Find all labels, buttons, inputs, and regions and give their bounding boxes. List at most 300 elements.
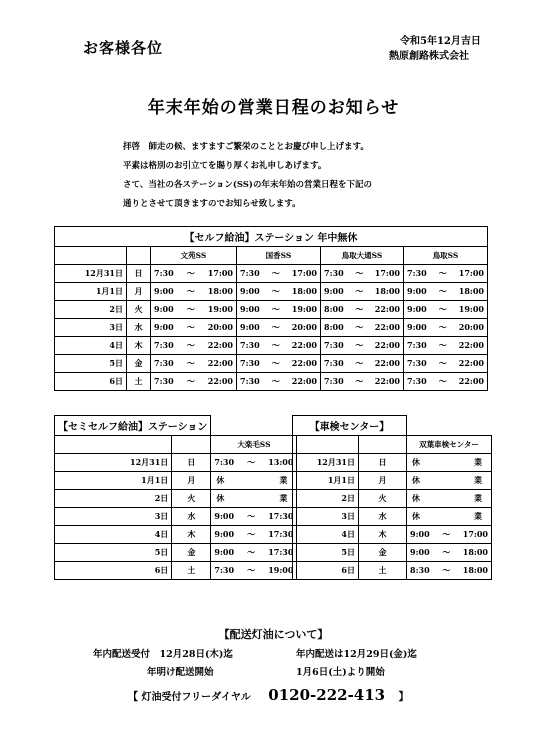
- open-time: 7:30: [240, 340, 260, 350]
- time-range: [407, 304, 484, 315]
- tilde: ～: [355, 376, 364, 386]
- time-cell: [237, 319, 321, 337]
- time-cell: [237, 301, 321, 319]
- open-time: 8:00: [324, 304, 344, 314]
- hotline: [128, 686, 409, 704]
- time-range: [154, 268, 233, 279]
- hotline-open-bracket: 【: [128, 692, 138, 703]
- tilde: ～: [247, 547, 256, 557]
- blank-header: [55, 436, 172, 454]
- tilde: ～: [271, 286, 280, 296]
- table-row: [293, 472, 492, 490]
- open-time: 8:00: [324, 322, 344, 332]
- table-row: [55, 526, 297, 544]
- close-time: 22:00: [291, 376, 317, 386]
- close-time: 17:30: [268, 547, 294, 557]
- blank-header: [293, 436, 359, 454]
- open-time: 7:30: [324, 376, 344, 386]
- weekday-cell: 水: [172, 508, 211, 526]
- closed-cell: [407, 454, 492, 472]
- time-range: [154, 322, 233, 333]
- open-time: 9:00: [240, 304, 260, 314]
- time-cell: [151, 283, 237, 301]
- tilde: ～: [438, 286, 447, 296]
- time-cell: [404, 373, 488, 391]
- time-cell: [404, 283, 488, 301]
- table-row: [293, 526, 492, 544]
- time-range: [154, 286, 233, 297]
- time-range: [240, 322, 317, 333]
- open-time: 9:00: [214, 511, 235, 521]
- time-cell: [151, 373, 237, 391]
- tilde: ～: [355, 358, 364, 368]
- time-range: [154, 358, 233, 369]
- tilde: ～: [186, 268, 195, 278]
- time-cell: [151, 265, 237, 283]
- time-range: [407, 358, 484, 369]
- weekday-cell: 日: [172, 454, 211, 472]
- table-row: [293, 490, 492, 508]
- time-cell: [321, 319, 404, 337]
- closed-label: [410, 493, 488, 504]
- weekday-cell: 木: [127, 337, 151, 355]
- time-range: [214, 529, 293, 540]
- time-cell: [237, 373, 321, 391]
- weekday-cell: 土: [127, 373, 151, 391]
- time-range: [240, 358, 317, 369]
- time-cell: [237, 265, 321, 283]
- open-time: 7:30: [240, 358, 260, 368]
- self-service-schedule-table: [54, 226, 488, 391]
- station-header: 双葉車検センター: [407, 436, 492, 454]
- table-caption: 【車検センター】: [293, 416, 407, 436]
- time-cell: [321, 283, 404, 301]
- company-name: 熱原創路株式会社: [389, 51, 469, 62]
- weekday-cell: 金: [172, 544, 211, 562]
- weekday-cell: 日: [359, 454, 407, 472]
- closed-char: 休: [412, 511, 420, 521]
- tilde: ～: [271, 322, 280, 332]
- close-time: 18:00: [462, 547, 488, 557]
- open-time: 7:30: [324, 340, 344, 350]
- oil-delivery-deadline: 年内配送は12月29日(金)迄: [296, 649, 417, 660]
- time-range: [410, 529, 488, 540]
- close-time: 17:00: [458, 268, 484, 278]
- tilde: ～: [271, 340, 280, 350]
- closed-label: [410, 475, 488, 486]
- time-cell: [407, 562, 492, 580]
- time-range: [214, 511, 293, 522]
- table-row: [55, 319, 488, 337]
- close-time: 17:00: [291, 268, 317, 278]
- date-cell: 3日: [293, 508, 359, 526]
- weekday-cell: 火: [172, 490, 211, 508]
- time-range: [214, 565, 293, 576]
- closed-cell: [211, 472, 297, 490]
- time-cell: [151, 319, 237, 337]
- open-time: 9:00: [407, 304, 427, 314]
- close-time: 22:00: [374, 340, 400, 350]
- date-cell: 3日: [55, 319, 127, 337]
- closed-cell: [407, 490, 492, 508]
- closed-char: 業: [279, 475, 288, 485]
- addressee: お客様各位: [83, 39, 164, 57]
- tilde: ～: [438, 322, 447, 332]
- table-row: [293, 544, 492, 562]
- table-row: [55, 508, 297, 526]
- time-range: [324, 304, 400, 315]
- close-time: 22:00: [458, 358, 484, 368]
- time-range: [154, 376, 233, 387]
- date-cell: 5日: [55, 544, 172, 562]
- open-time: 9:00: [410, 547, 430, 557]
- date-cell: 1月1日: [55, 283, 127, 301]
- hotline-number[interactable]: 0120-222-413: [268, 686, 386, 704]
- date-cell: 1月1日: [55, 472, 172, 490]
- intro-line: 拝啓 師走の候、ますますご繁栄のこととお慶び申し上げます。: [123, 142, 369, 152]
- closed-char: 休: [412, 457, 420, 467]
- weekday-cell: 月: [127, 283, 151, 301]
- time-range: [407, 340, 484, 351]
- new-year-delivery-start: 1月6日(土)より開始: [296, 667, 385, 678]
- close-time: 17:30: [268, 529, 294, 539]
- tilde: ～: [186, 304, 195, 314]
- close-time: 22:00: [374, 358, 400, 368]
- open-time: 9:00: [410, 529, 430, 539]
- closed-char: 休: [412, 493, 420, 503]
- weekday-cell: 土: [359, 562, 407, 580]
- date-cell: 4日: [293, 526, 359, 544]
- time-cell: [404, 337, 488, 355]
- closed-label: [410, 511, 488, 522]
- close-time: 22:00: [374, 322, 400, 332]
- close-time: 19:00: [458, 304, 484, 314]
- open-time: 7:30: [407, 268, 427, 278]
- weekday-cell: 日: [127, 265, 151, 283]
- time-range: [240, 340, 317, 351]
- close-time: 22:00: [207, 376, 233, 386]
- time-cell: [321, 355, 404, 373]
- time-range: [407, 376, 484, 387]
- table-row: [55, 454, 297, 472]
- closed-char: 業: [279, 493, 288, 503]
- time-cell: [211, 508, 297, 526]
- closed-label: [214, 475, 293, 486]
- tilde: ～: [438, 268, 447, 278]
- close-time: 18:00: [291, 286, 317, 296]
- tilde: ～: [271, 376, 280, 386]
- close-time: 22:00: [374, 304, 400, 314]
- date-cell: 5日: [55, 355, 127, 373]
- open-time: 7:30: [214, 457, 235, 467]
- open-time: 7:30: [324, 268, 344, 278]
- close-time: 22:00: [374, 376, 400, 386]
- blank-header: [359, 436, 407, 454]
- station-header: 鳥取SS: [404, 247, 488, 265]
- station-header: 文苑SS: [151, 247, 237, 265]
- table-row: [55, 337, 488, 355]
- time-cell: [237, 337, 321, 355]
- time-cell: [211, 526, 297, 544]
- time-cell: [211, 454, 297, 472]
- semi-self-schedule-table: [54, 415, 297, 580]
- tilde: ～: [442, 565, 451, 575]
- time-range: [407, 286, 484, 297]
- tilde: ～: [247, 457, 256, 467]
- blank-header: [127, 247, 151, 265]
- time-range: [240, 304, 317, 315]
- tilde: ～: [355, 286, 364, 296]
- date-cell: 2日: [55, 301, 127, 319]
- time-range: [240, 286, 317, 297]
- closed-label: [410, 457, 488, 468]
- open-time: 7:30: [407, 340, 427, 350]
- open-time: 7:30: [407, 358, 427, 368]
- time-range: [214, 457, 293, 468]
- time-cell: [321, 265, 404, 283]
- time-range: [240, 268, 317, 279]
- open-time: 9:00: [154, 286, 174, 296]
- tilde: ～: [247, 565, 256, 575]
- time-range: [324, 358, 400, 369]
- open-time: 7:30: [240, 376, 260, 386]
- open-time: 7:30: [324, 358, 344, 368]
- tilde: ～: [438, 358, 447, 368]
- intro-line: 平素は格別のお引立てを賜り厚くお礼申しあげます。: [123, 161, 327, 171]
- open-time: 7:30: [154, 340, 174, 350]
- weekday-cell: 土: [172, 562, 211, 580]
- date-cell: 5日: [293, 544, 359, 562]
- table-row: [55, 544, 297, 562]
- close-time: 22:00: [291, 340, 317, 350]
- open-time: 9:00: [407, 322, 427, 332]
- station-header: 鳥取大通SS: [321, 247, 404, 265]
- weekday-cell: 月: [172, 472, 211, 490]
- tilde: ～: [438, 376, 447, 386]
- table-row: [293, 454, 492, 472]
- weekday-cell: 水: [127, 319, 151, 337]
- table-row: [293, 562, 492, 580]
- hotline-label: 灯油受付フリーダイヤル: [141, 692, 251, 703]
- date-cell: 1月1日: [293, 472, 359, 490]
- blank-header: [172, 436, 211, 454]
- weekday-cell: 水: [359, 508, 407, 526]
- table-row: [55, 490, 297, 508]
- intro-line: 通りとさせて頂きますのでお知らせ致します。: [123, 199, 301, 209]
- closed-cell: [407, 472, 492, 490]
- closed-label: [214, 493, 293, 504]
- tilde: ～: [355, 304, 364, 314]
- open-time: 7:30: [154, 376, 174, 386]
- tilde: ～: [271, 304, 280, 314]
- table-caption: 【セミセルフ給油】ステーション: [55, 416, 211, 436]
- weekday-cell: 金: [359, 544, 407, 562]
- table-row: [55, 283, 488, 301]
- time-cell: [321, 373, 404, 391]
- table-row: [293, 508, 492, 526]
- time-range: [324, 286, 400, 297]
- tilde: ～: [442, 529, 451, 539]
- oil-delivery-title: 【配送灯油について】: [218, 628, 329, 641]
- intro-line: さて、当社の各ステーション(SS)の年末年始の営業日程を下記の: [123, 180, 372, 190]
- date-cell: 12月31日: [55, 454, 172, 472]
- date-cell: 12月31日: [293, 454, 359, 472]
- open-time: 9:00: [240, 322, 260, 332]
- time-cell: [404, 355, 488, 373]
- open-time: 9:00: [214, 529, 235, 539]
- close-time: 17:00: [374, 268, 400, 278]
- page-title: 年末年始の営業日程のお知らせ: [147, 98, 400, 118]
- closed-cell: [211, 490, 297, 508]
- time-range: [240, 376, 317, 387]
- open-time: 9:00: [214, 547, 235, 557]
- open-time: 9:00: [154, 304, 174, 314]
- close-time: 20:00: [291, 322, 317, 332]
- close-time: 17:00: [462, 529, 488, 539]
- blank-cell: [211, 416, 297, 436]
- tilde: ～: [186, 340, 195, 350]
- close-time: 18:00: [462, 565, 488, 575]
- table-caption: 【セルフ給油】ステーション 年中無休: [55, 227, 488, 247]
- tilde: ～: [355, 340, 364, 350]
- blank-cell: [407, 416, 492, 436]
- time-cell: [404, 265, 488, 283]
- time-cell: [321, 337, 404, 355]
- time-range: [407, 268, 484, 279]
- tilde: ～: [247, 511, 256, 521]
- issue-date: 令和5年12月吉日: [400, 36, 481, 47]
- tilde: ～: [186, 358, 195, 368]
- time-cell: [404, 301, 488, 319]
- close-time: 17:30: [268, 511, 294, 521]
- close-time: 17:00: [207, 268, 233, 278]
- time-cell: [237, 355, 321, 373]
- close-time: 20:00: [207, 322, 233, 332]
- tilde: ～: [438, 304, 447, 314]
- tilde: ～: [442, 547, 451, 557]
- close-time: 22:00: [458, 376, 484, 386]
- closed-char: 休: [216, 493, 225, 503]
- open-time: 9:00: [324, 286, 344, 296]
- hotline-close-bracket: 】: [398, 692, 409, 703]
- close-time: 19:00: [207, 304, 233, 314]
- time-cell: [151, 337, 237, 355]
- table-row: [55, 301, 488, 319]
- time-cell: [237, 283, 321, 301]
- table-row: [55, 373, 488, 391]
- new-year-delivery-label: 年明け配送開始: [147, 667, 214, 678]
- close-time: 19:00: [291, 304, 317, 314]
- inspection-center-schedule-table: [292, 415, 492, 580]
- time-cell: [151, 301, 237, 319]
- time-cell: [151, 355, 237, 373]
- table-row: [55, 472, 297, 490]
- close-time: 18:00: [458, 286, 484, 296]
- time-cell: [211, 544, 297, 562]
- time-cell: [407, 544, 492, 562]
- closed-cell: [407, 508, 492, 526]
- close-time: 18:00: [207, 286, 233, 296]
- date-cell: 4日: [55, 526, 172, 544]
- oil-order-deadline: 年内配送受付 12月28日(木)迄: [93, 649, 233, 660]
- time-range: [154, 304, 233, 315]
- close-time: 20:00: [458, 322, 484, 332]
- weekday-cell: 火: [359, 490, 407, 508]
- time-cell: [211, 562, 297, 580]
- date-cell: 6日: [55, 562, 172, 580]
- closed-char: 業: [474, 457, 482, 467]
- station-header: 国香SS: [237, 247, 321, 265]
- time-range: [154, 340, 233, 351]
- tilde: ～: [271, 268, 280, 278]
- tilde: ～: [186, 322, 195, 332]
- date-cell: 6日: [55, 373, 127, 391]
- tilde: ～: [247, 529, 256, 539]
- station-header: 大楽毛SS: [211, 436, 297, 454]
- time-range: [324, 340, 400, 351]
- tilde: ～: [355, 322, 364, 332]
- open-time: 7:30: [240, 268, 260, 278]
- weekday-cell: 月: [359, 472, 407, 490]
- open-time: 8:30: [410, 565, 430, 575]
- closed-char: 休: [412, 475, 420, 485]
- time-range: [407, 322, 484, 333]
- closed-char: 業: [474, 493, 482, 503]
- time-range: [324, 376, 400, 387]
- close-time: 22:00: [207, 340, 233, 350]
- close-time: 18:00: [374, 286, 400, 296]
- closed-char: 休: [216, 475, 225, 485]
- table-row: [55, 355, 488, 373]
- tilde: ～: [186, 286, 195, 296]
- tilde: ～: [355, 268, 364, 278]
- tilde: ～: [438, 340, 447, 350]
- weekday-cell: 木: [172, 526, 211, 544]
- weekday-cell: 火: [127, 301, 151, 319]
- open-time: 7:30: [154, 358, 174, 368]
- time-range: [410, 565, 488, 576]
- close-time: 13:00: [268, 457, 294, 467]
- close-time: 19:00: [268, 565, 294, 575]
- time-cell: [321, 301, 404, 319]
- time-range: [410, 547, 488, 558]
- close-time: 22:00: [207, 358, 233, 368]
- open-time: 7:30: [214, 565, 235, 575]
- open-time: 9:00: [154, 322, 174, 332]
- table-row: [55, 265, 488, 283]
- close-time: 22:00: [291, 358, 317, 368]
- date-cell: 6日: [293, 562, 359, 580]
- close-time: 22:00: [458, 340, 484, 350]
- time-range: [324, 322, 400, 333]
- closed-char: 業: [474, 511, 482, 521]
- table-row: [55, 562, 297, 580]
- date-cell: 12月31日: [55, 265, 127, 283]
- open-time: 7:30: [154, 268, 174, 278]
- closed-char: 業: [474, 475, 482, 485]
- date-cell: 4日: [55, 337, 127, 355]
- date-cell: 2日: [293, 490, 359, 508]
- tilde: ～: [271, 358, 280, 368]
- time-range: [324, 268, 400, 279]
- open-time: 9:00: [407, 286, 427, 296]
- tilde: ～: [186, 376, 195, 386]
- blank-header: [55, 247, 127, 265]
- time-cell: [404, 319, 488, 337]
- open-time: 7:30: [407, 376, 427, 386]
- date-cell: 2日: [55, 490, 172, 508]
- date-cell: 3日: [55, 508, 172, 526]
